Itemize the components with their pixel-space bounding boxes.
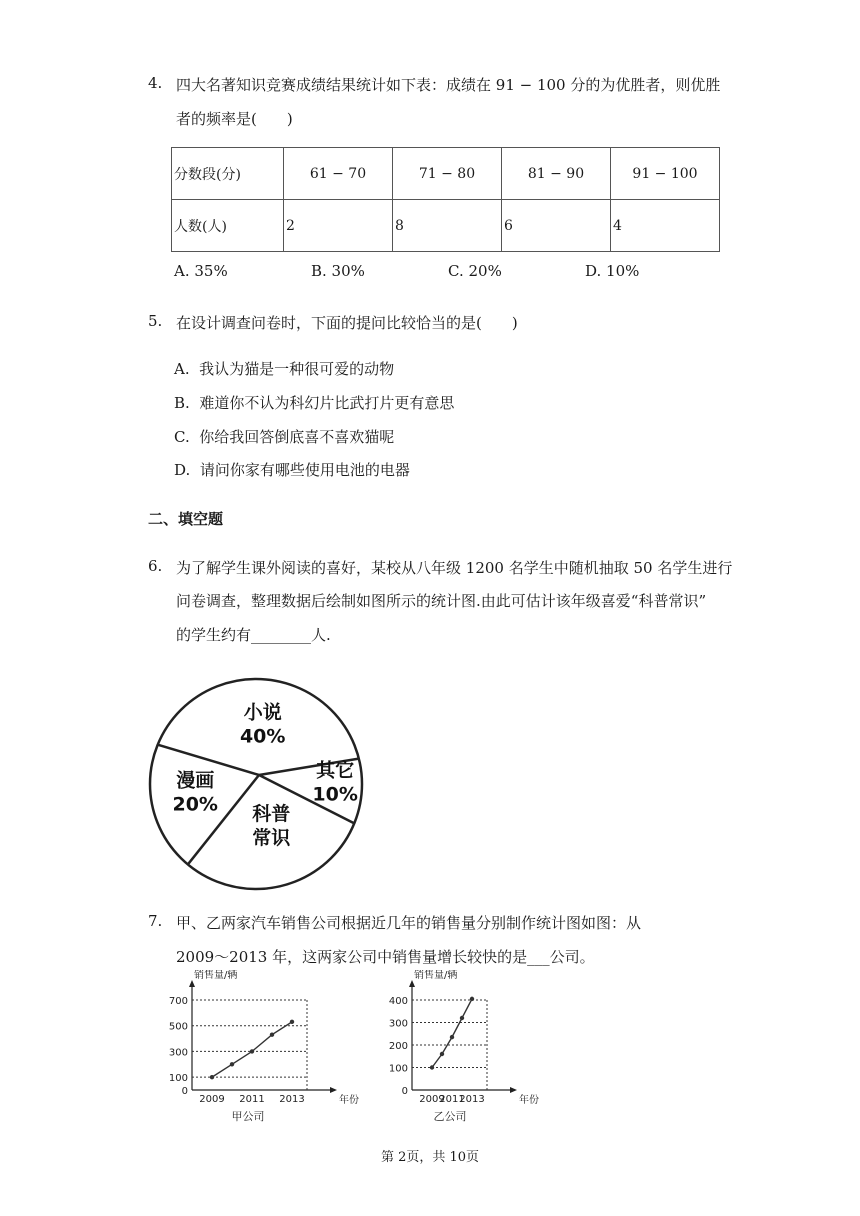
- chart-title: 甲公司: [231, 1110, 265, 1123]
- pie-label: 小说: [243, 701, 282, 724]
- section-heading: 二、填空题: [148, 510, 224, 528]
- table-cell: 71 − 80: [393, 148, 502, 200]
- q5-option-a[interactable]: [174, 358, 394, 379]
- q4-option-b[interactable]: B. 30%: [311, 262, 365, 280]
- y-axis-label: 销售量/辆: [414, 970, 458, 981]
- q4-option-d[interactable]: D. 10%: [585, 262, 640, 280]
- x-tick-label: 2011: [439, 1094, 465, 1105]
- q4-option-c[interactable]: C. 20%: [448, 262, 502, 280]
- option-letter: A.: [174, 360, 190, 378]
- x-axis-label: 年份: [519, 1095, 539, 1106]
- q5-number: 5.: [148, 312, 163, 330]
- q4-stem-line1: 四大名著知识竞赛成绩结果统计如下表：成绩在 91 − 100 分的为优胜者，则优胜: [176, 76, 721, 94]
- table-cell: 人数(人): [172, 200, 284, 252]
- data-point: [230, 1062, 234, 1066]
- table-cell: 8: [393, 200, 502, 252]
- data-point: [440, 1052, 444, 1056]
- q7-number: 7.: [148, 912, 163, 930]
- q4-option-a[interactable]: A. 35%: [174, 262, 228, 280]
- table-cell: 6: [502, 200, 611, 252]
- chart-title: 乙公司: [433, 1110, 467, 1123]
- pie-label: 漫画: [176, 769, 215, 792]
- x-tick-label: 2009: [419, 1094, 445, 1105]
- q4-number: 4.: [148, 74, 163, 92]
- y-axis-arrow: [189, 980, 195, 987]
- option-text: 难道你不认为科幻片比武打片更有意思: [199, 394, 455, 412]
- q6-stem-line1: 为了解学生课外阅读的喜好，某校从八年级 1200 名学生中随机抽取 50 名学生进行: [176, 559, 733, 577]
- q5-option-c[interactable]: [174, 426, 394, 447]
- y-tick-label: 500: [168, 1021, 188, 1033]
- data-point: [250, 1049, 254, 1053]
- table-cell: 91 − 100: [611, 148, 720, 200]
- option-text: 我认为猫是一种很可爱的动物: [199, 360, 395, 378]
- y-tick-label: 300: [168, 1047, 188, 1059]
- score-table: [171, 147, 720, 252]
- q5-option-d[interactable]: [174, 459, 410, 480]
- data-point: [290, 1020, 294, 1024]
- x-tick-label: 2013: [279, 1094, 305, 1105]
- x-axis-arrow: [330, 1087, 337, 1093]
- data-point: [270, 1033, 274, 1037]
- y-tick-label: 300: [388, 1018, 408, 1030]
- x-axis-arrow: [510, 1087, 517, 1093]
- table-cell: 2: [284, 200, 393, 252]
- pie-label: 科普: [252, 802, 291, 825]
- data-point: [470, 997, 474, 1001]
- page-footer: 第 2页，共 10页: [380, 1150, 480, 1165]
- y-tick-label: 100: [168, 1073, 188, 1085]
- pie-label: 常识: [252, 826, 291, 849]
- x-tick-label: 2009: [199, 1094, 225, 1105]
- pie-label: 40%: [239, 725, 286, 748]
- x-tick-label: 2013: [459, 1094, 485, 1105]
- table-row: [172, 200, 720, 252]
- table-row: [172, 148, 720, 200]
- option-letter: D.: [174, 461, 191, 479]
- x-axis-label: 年份: [339, 1095, 359, 1106]
- q5-option-b[interactable]: [174, 392, 454, 413]
- q4-stem-line2: 者的频率是( ): [176, 110, 293, 128]
- table-cell: 分数段(分): [172, 148, 284, 200]
- y-tick-label: 700: [168, 996, 188, 1007]
- y-tick-label: 400: [388, 996, 408, 1007]
- q7-stem-line2: 2009～2013 年，这两家公司中销售量增长较快的是___公司。: [176, 948, 595, 966]
- y-tick-label: 200: [388, 1041, 408, 1052]
- option-letter: C.: [174, 428, 190, 446]
- data-point: [460, 1016, 464, 1020]
- y-axis-label: 销售量/辆: [194, 970, 238, 981]
- q6-number: 6.: [148, 557, 163, 575]
- option-text: 你给我回答倒底喜不喜欢猫呢: [199, 428, 395, 446]
- y-tick-label: 0: [181, 1086, 188, 1097]
- q6-stem-line3: 的学生约有________人.: [176, 626, 331, 644]
- q7-stem-line1: 甲、乙两家汽车销售公司根据近几年的销售量分别制作统计图如图：从: [176, 914, 642, 932]
- series-line: [432, 999, 472, 1068]
- pie-label: 20%: [172, 793, 218, 816]
- pie-label: 10%: [312, 783, 358, 806]
- pie-label: 其它: [316, 759, 355, 782]
- line-chart-jia: [160, 970, 370, 1130]
- data-point: [210, 1075, 214, 1079]
- option-text: 请问你家有哪些使用电池的电器: [199, 461, 410, 479]
- y-tick-label: 0: [401, 1086, 408, 1097]
- table-cell: 4: [611, 200, 720, 252]
- x-tick-label: 2011: [239, 1094, 265, 1105]
- table-cell: 81 − 90: [502, 148, 611, 200]
- data-point: [450, 1035, 454, 1039]
- q6-stem-line2: 问卷调查，整理数据后绘制如图所示的统计图.由此可估计该年级喜爱“科普常识”: [176, 592, 707, 610]
- option-letter: B.: [174, 394, 190, 412]
- line-chart-yi: [380, 970, 580, 1130]
- y-axis-arrow: [409, 980, 415, 987]
- y-tick-label: 100: [388, 1063, 408, 1075]
- pie-chart: [144, 672, 368, 896]
- table-cell: 61 − 70: [284, 148, 393, 200]
- q5-stem: 在设计调查问卷时，下面的提问比较恰当的是( ): [176, 314, 518, 332]
- data-point: [430, 1065, 434, 1069]
